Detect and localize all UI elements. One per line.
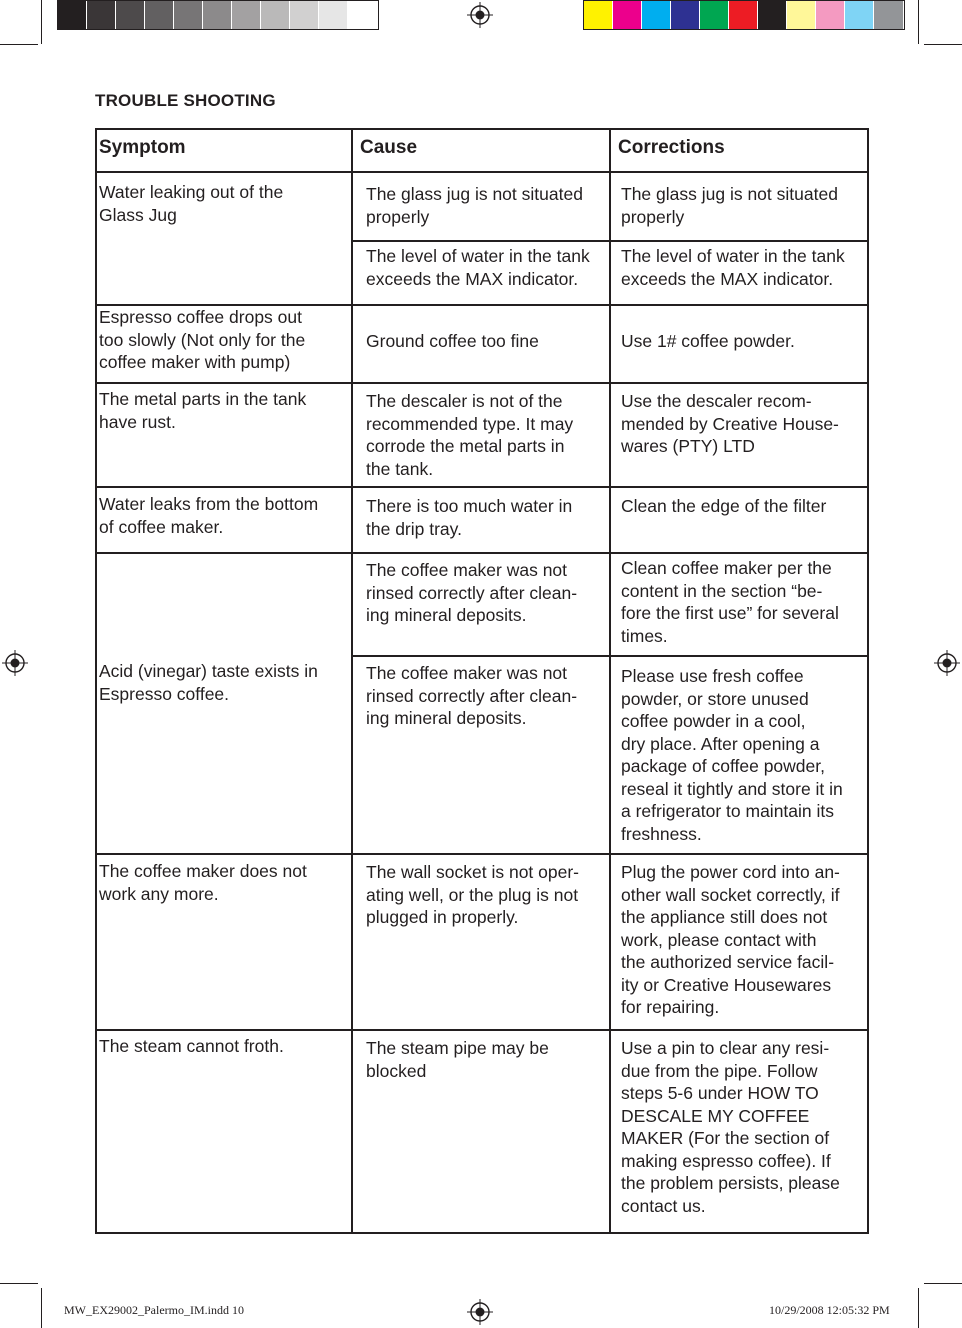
symptom-cell: The metal parts in the tank have rust. (99, 389, 307, 432)
color-swatch (671, 1, 700, 29)
table-border-bottom (95, 1232, 869, 1234)
troubleshooting-table (95, 128, 869, 1234)
correction-cell: The glass jug is not situated properly (621, 184, 838, 227)
color-swatch (232, 1, 261, 29)
row-divider (95, 1029, 869, 1031)
header-symptom: Symptom (99, 137, 186, 158)
cause-cell: The glass jug is not situated properly (366, 184, 583, 227)
table-border-right (867, 128, 869, 1234)
cause-cell: The coffee maker was not rinsed correctly after clean- ing mineral deposits. (366, 560, 578, 625)
subrow-divider (351, 655, 869, 657)
symptom-cell: Water leaking out of the Glass Jug (99, 182, 284, 225)
color-swatch (145, 1, 174, 29)
color-swatch (174, 1, 203, 29)
color-swatch (613, 1, 642, 29)
cause-cell: The coffee maker was not rinsed correctly after clean- ing mineral deposits. (366, 663, 578, 728)
symptom-cell: The steam cannot froth. (99, 1036, 284, 1056)
header-corrections: Corrections (618, 137, 725, 158)
cause-cell: The level of water in the tank exceeds the MAX indicator. (366, 246, 590, 289)
cause-cell: Ground coffee too fine (366, 331, 539, 351)
color-swatch (758, 1, 787, 29)
color-swatch (348, 1, 377, 29)
header-cause: Cause (360, 137, 418, 158)
registration-mark-icon (467, 1299, 493, 1325)
column-divider (351, 128, 353, 1234)
crop-mark-tl-h (0, 44, 38, 45)
column-divider (609, 128, 611, 1234)
crop-mark-tr-v (918, 0, 919, 44)
color-swatch (116, 1, 145, 29)
crop-mark-br-h (924, 1283, 962, 1284)
correction-cell: Clean the edge of the filter (621, 496, 827, 516)
color-swatch (729, 1, 758, 29)
color-swatch-bar (583, 0, 905, 30)
correction-cell: Use a pin to clear any resi- due from the pipe. Follow steps 5-6 under HOW TO DESCALE MY COFFEE MAKER (For the section of making espresso coffee). If the problem persists, please contact us. (621, 1038, 840, 1216)
color-swatch (319, 1, 348, 29)
table-border-left (95, 128, 97, 1234)
cause-cell: The wall socket is not oper- ating well, or the plug is not plugged in properly. (366, 862, 580, 927)
correction-cell: Use 1# coffee powder. (621, 331, 795, 351)
cause-cell: The steam pipe may be blocked (366, 1038, 549, 1081)
color-swatch (874, 1, 903, 29)
color-swatch (87, 1, 116, 29)
row-divider (95, 486, 869, 488)
cause-cell: The descaler is not of the recommended type. It may corrode the metal parts in the tank. (366, 391, 574, 479)
color-swatch (845, 1, 874, 29)
color-swatch (290, 1, 319, 29)
registration-mark-icon (467, 2, 493, 28)
symptom-cell: The coffee maker does not work any more. (99, 861, 307, 904)
row-divider (95, 853, 869, 855)
color-swatch (642, 1, 671, 29)
registration-mark-icon (934, 650, 960, 676)
gray-swatch-bar (57, 0, 379, 30)
row-divider (95, 552, 869, 554)
color-swatch (700, 1, 729, 29)
correction-cell: The level of water in the tank exceeds the MAX indicator. (621, 246, 845, 289)
correction-cell: Use the descaler recom- mended by Creative House- wares (PTY) LTD (621, 391, 839, 456)
registration-mark-icon (2, 650, 28, 676)
symptom-cell: Acid (vinegar) taste exists in Espresso coffee. (99, 661, 318, 704)
color-swatch (203, 1, 232, 29)
color-swatch (787, 1, 816, 29)
file-info: MW_EX29002_Palermo_IM.indd 10 (64, 1303, 244, 1317)
color-swatch (584, 1, 613, 29)
color-swatch (816, 1, 845, 29)
timestamp: 10/29/2008 12:05:32 PM (769, 1303, 890, 1317)
correction-cell: Plug the power cord into an- other wall socket correctly, if the appliance still does not work, please contact with the authorized service facil- ity or Creative Housewares for repairing. (621, 862, 840, 1017)
color-swatch (58, 1, 87, 29)
cause-cell: There is too much water in the drip tray. (366, 496, 573, 539)
crop-mark-tr-h (924, 44, 962, 45)
crop-mark-bl-v (41, 1288, 42, 1328)
symptom-cell: Espresso coffee drops out too slowly (Not only for the coffee maker with pump) (99, 307, 306, 372)
row-divider (95, 171, 869, 173)
subrow-divider (351, 240, 869, 242)
correction-cell: Clean coffee maker per the content in the section “be- fore the first use” for several times. (621, 558, 839, 646)
page-title: TROUBLE SHOOTING (95, 91, 276, 110)
crop-mark-tl-v (41, 0, 42, 44)
crop-mark-br-v (918, 1288, 919, 1328)
row-divider (95, 382, 869, 384)
color-swatch (261, 1, 290, 29)
crop-mark-bl-h (0, 1283, 38, 1284)
symptom-cell: Water leaks from the bottom of coffee maker. (99, 494, 319, 537)
table-border-top (95, 128, 869, 130)
correction-cell: Please use fresh coffee powder, or store unused coffee powder in a cool, dry place. After opening a package of coffee powder, reseal it tightly and store it in a refrigerator to maintain its freshness. (621, 666, 843, 844)
